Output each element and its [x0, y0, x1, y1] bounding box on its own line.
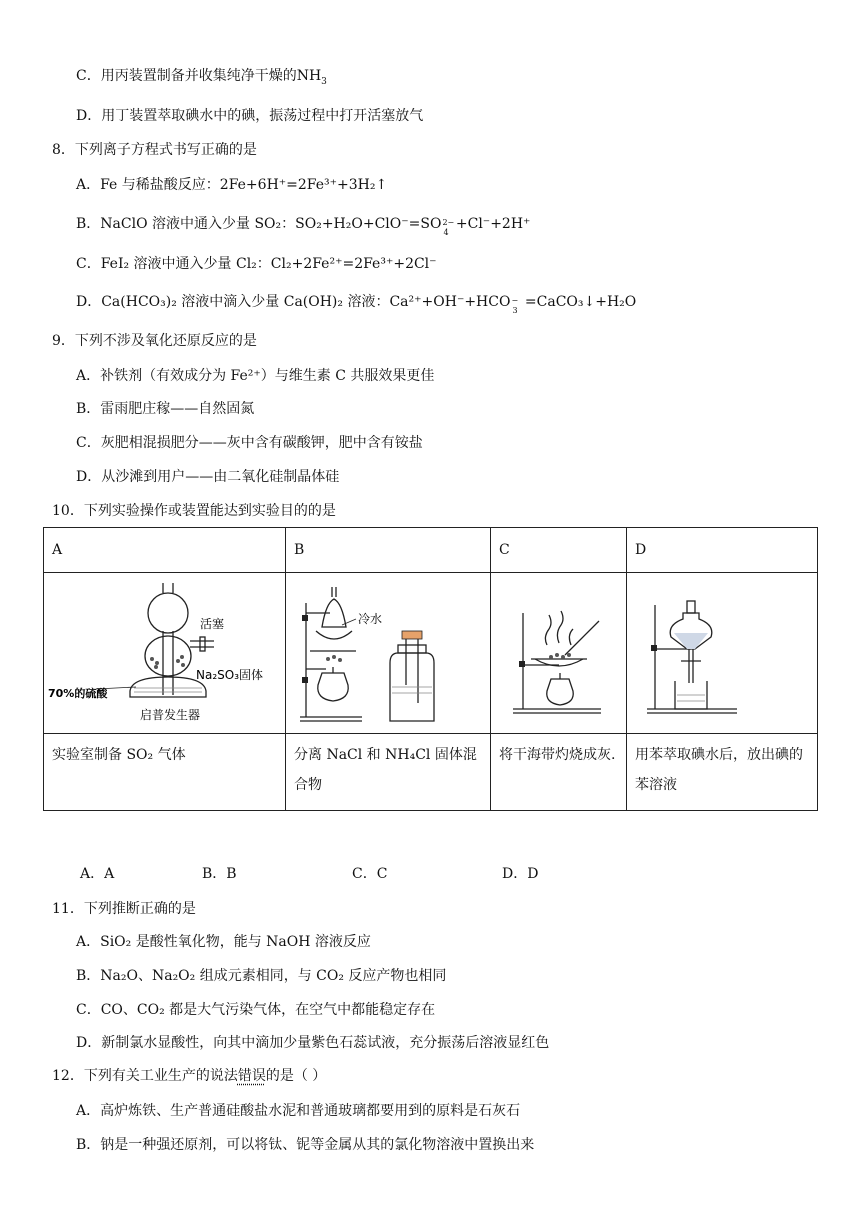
q7-option-d: D．用丁装置萃取碘水中的碘，振荡过程中打开活塞放气 — [76, 108, 424, 124]
caption-d: 用苯萃取碘水后，放出碘的苯溶液 — [627, 734, 818, 811]
col-header-d: D — [627, 528, 818, 573]
label-kipp: 启普发生器 — [140, 708, 201, 722]
choice-d: D．D — [502, 866, 539, 882]
choice-b: B．B — [202, 866, 237, 882]
choice-a: A．A — [80, 866, 115, 882]
emphasis-dots: 错误 — [237, 1068, 266, 1084]
label-solid: Na₂SO₃固体 — [196, 668, 264, 682]
bicarbonate-ion-charge: − 3 — [511, 296, 519, 315]
q9-stem: 9．下列不涉及氧化还原反应的是 — [52, 333, 257, 349]
label-acid: 70%的硫酸 — [48, 687, 108, 700]
q11-option-a: A．SiO₂ 是酸性氧化物，能与 NaOH 溶液反应 — [76, 934, 371, 950]
q9-option-d: D．从沙滩到用户——由二氧化硅制晶体硅 — [76, 469, 340, 485]
q12-option-a: A．高炉炼铁、生产普通硅酸盐水泥和普通玻璃都要用到的原料是石灰石 — [76, 1103, 521, 1119]
q11-option-c: C．CO、CO₂ 都是大气污染气体，在空气中都能稳定存在 — [76, 1002, 436, 1018]
col-header-c: C — [491, 528, 627, 573]
figure-separatory-funnel — [627, 573, 818, 734]
q11-stem: 11．下列推断正确的是 — [52, 901, 196, 917]
q8-stem: 8．下列离子方程式书写正确的是 — [52, 142, 257, 158]
q8-option-a: A．Fe 与稀盐酸反应：2Fe+6H⁺=2Fe³⁺+3H₂↑ — [76, 177, 388, 193]
q7-option-c: C．用丙装置制备并收集纯净干燥的$NH_3$ — [76, 68, 327, 87]
figure-ashing-apparatus — [491, 573, 627, 734]
figure-kipp-generator — [44, 573, 286, 734]
q9-option-c: C．灰肥相混损肥分——灰中含有碳酸钾，肥中含有铵盐 — [76, 435, 423, 451]
experiment-table — [43, 527, 818, 811]
caption-a: 实验室制备 SO₂ 气体 — [44, 734, 286, 811]
q9-option-a: A．补铁剂（有效成分为 Fe²⁺）与维生素 C 共服效果更佳 — [76, 368, 435, 384]
caption-c: 将干海带灼烧成灰. — [491, 734, 627, 811]
q8-option-c: C．FeI₂ 溶液中通入少量 Cl₂：Cl₂+2Fe²⁺=2Fe³⁺+2Cl⁻ — [76, 256, 437, 272]
q12-option-b: B．钠是一种强还原剂，可以将钛、铌等金属从其的氯化物溶液中置换出来 — [76, 1137, 535, 1153]
label-valve: 活塞 — [200, 617, 225, 631]
q11-option-d: D．新制氯水显酸性，向其中滴加少量紫色石蕊试液，充分振荡后溶液显红色 — [76, 1035, 550, 1051]
q10-stem: 10．下列实验操作或装置能达到实验目的的是 — [52, 503, 336, 519]
col-header-b: B — [286, 528, 491, 573]
q10-choices — [80, 864, 538, 884]
q12-stem: 12．下列有关工业生产的说法错误的是（ ） — [52, 1068, 327, 1084]
figure-sublimation-apparatus — [286, 573, 491, 734]
label-cold-water: 冷水 — [358, 612, 383, 626]
caption-b: 分离 NaCl 和 NH₄Cl 固体混合物 — [286, 734, 491, 811]
q8-option-b: B．NaClO 溶液中通入少量 SO₂：SO₂+H₂O+ClO⁻=SO 2− 4 +Cl⁻+2H⁺ — [76, 216, 531, 237]
col-header-a: A — [44, 528, 286, 573]
q11-option-b: B．Na₂O、Na₂O₂ 组成元素相同，与 CO₂ 反应产物也相同 — [76, 968, 447, 984]
sulfate-ion-charge: 2− 4 — [442, 218, 455, 237]
choice-c: C．C — [352, 866, 388, 882]
q8-option-d: D．Ca(HCO₃)₂ 溶液中滴入少量 Ca(OH)₂ 溶液：Ca²⁺+OH⁻+HCO − 3 =CaCO₃↓+H₂O — [76, 294, 637, 315]
q9-option-b: B．雷雨肥庄稼——自然固氮 — [76, 401, 255, 417]
